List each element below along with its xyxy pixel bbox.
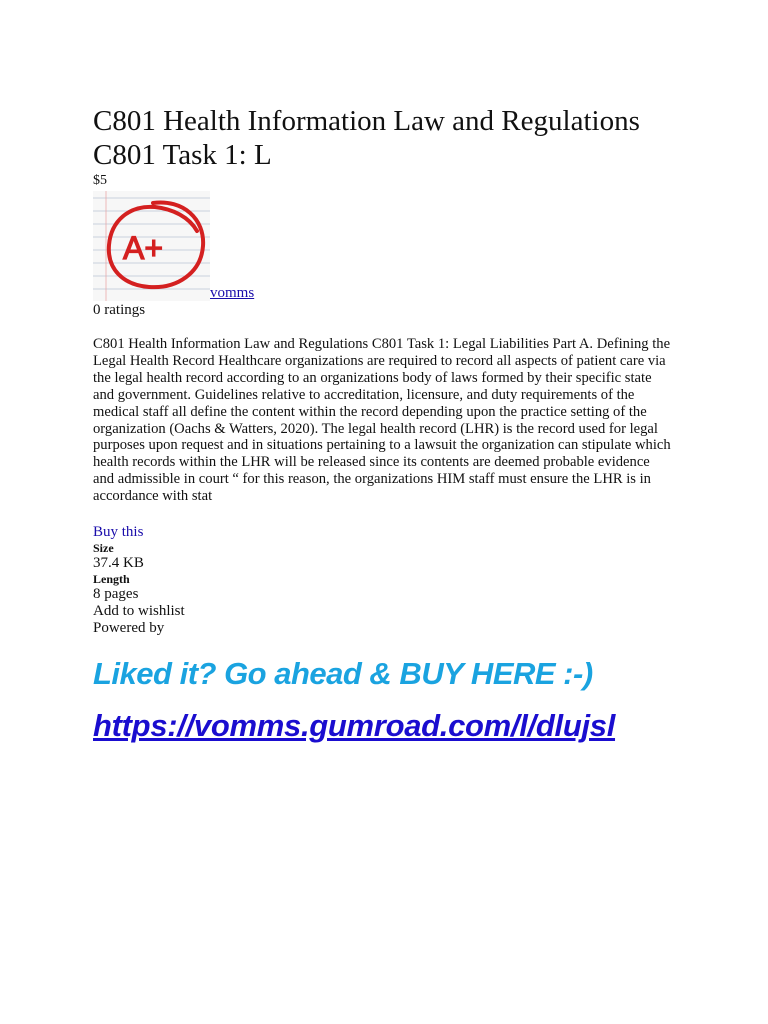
size-label: Size bbox=[93, 541, 114, 556]
product-page bbox=[93, 104, 673, 744]
product-title: C801 Health Information Law and Regulations C801 Task 1: L bbox=[93, 105, 640, 171]
author-link[interactable]: vomms bbox=[210, 285, 255, 301]
promo-link[interactable]: https://vomms.gumroad.com/l/dlujsl bbox=[93, 708, 616, 744]
ratings-count: 0 ratings bbox=[93, 302, 146, 318]
wishlist-button[interactable]: Add to wishlist bbox=[93, 603, 185, 620]
grade-text: A+ bbox=[123, 230, 164, 266]
product-description: C801 Health Information Law and Regulations C801 Task 1: Legal Liabilities Part A. Defining the Legal Health Record Healthcare organizations are required to record all aspects of patient care via the legal health record according to an organizations body of laws formed by their specific state and government. Guidelines relative to accreditation, licensure, and duty requirements of the medical staff all define the content within the record depending upon the practice setting of the organization (Oachs & Watters, 2020). The legal health record (LHR) is the record used for legal purposes upon request and in situations pertaining to a lawsuit the organization can stipulate which health records within the LHR will be released since its contents are deemed probable evidence and admissible in court “ for this reason, the organizations HIM staff must ensure the LHR is in accordance with stat bbox=[93, 336, 671, 505]
promo-headline: Liked it? Go ahead & BUY HERE :-) bbox=[93, 656, 593, 692]
size-value: 37.4 KB bbox=[93, 555, 144, 572]
price-label: $5 bbox=[93, 173, 107, 188]
author-row bbox=[93, 189, 673, 301]
product-thumbnail bbox=[93, 191, 210, 301]
length-label: Length bbox=[93, 572, 130, 587]
length-value: 8 pages bbox=[93, 586, 139, 603]
powered-by-label: Powered by bbox=[93, 620, 165, 637]
buy-button[interactable]: Buy this bbox=[93, 524, 144, 541]
